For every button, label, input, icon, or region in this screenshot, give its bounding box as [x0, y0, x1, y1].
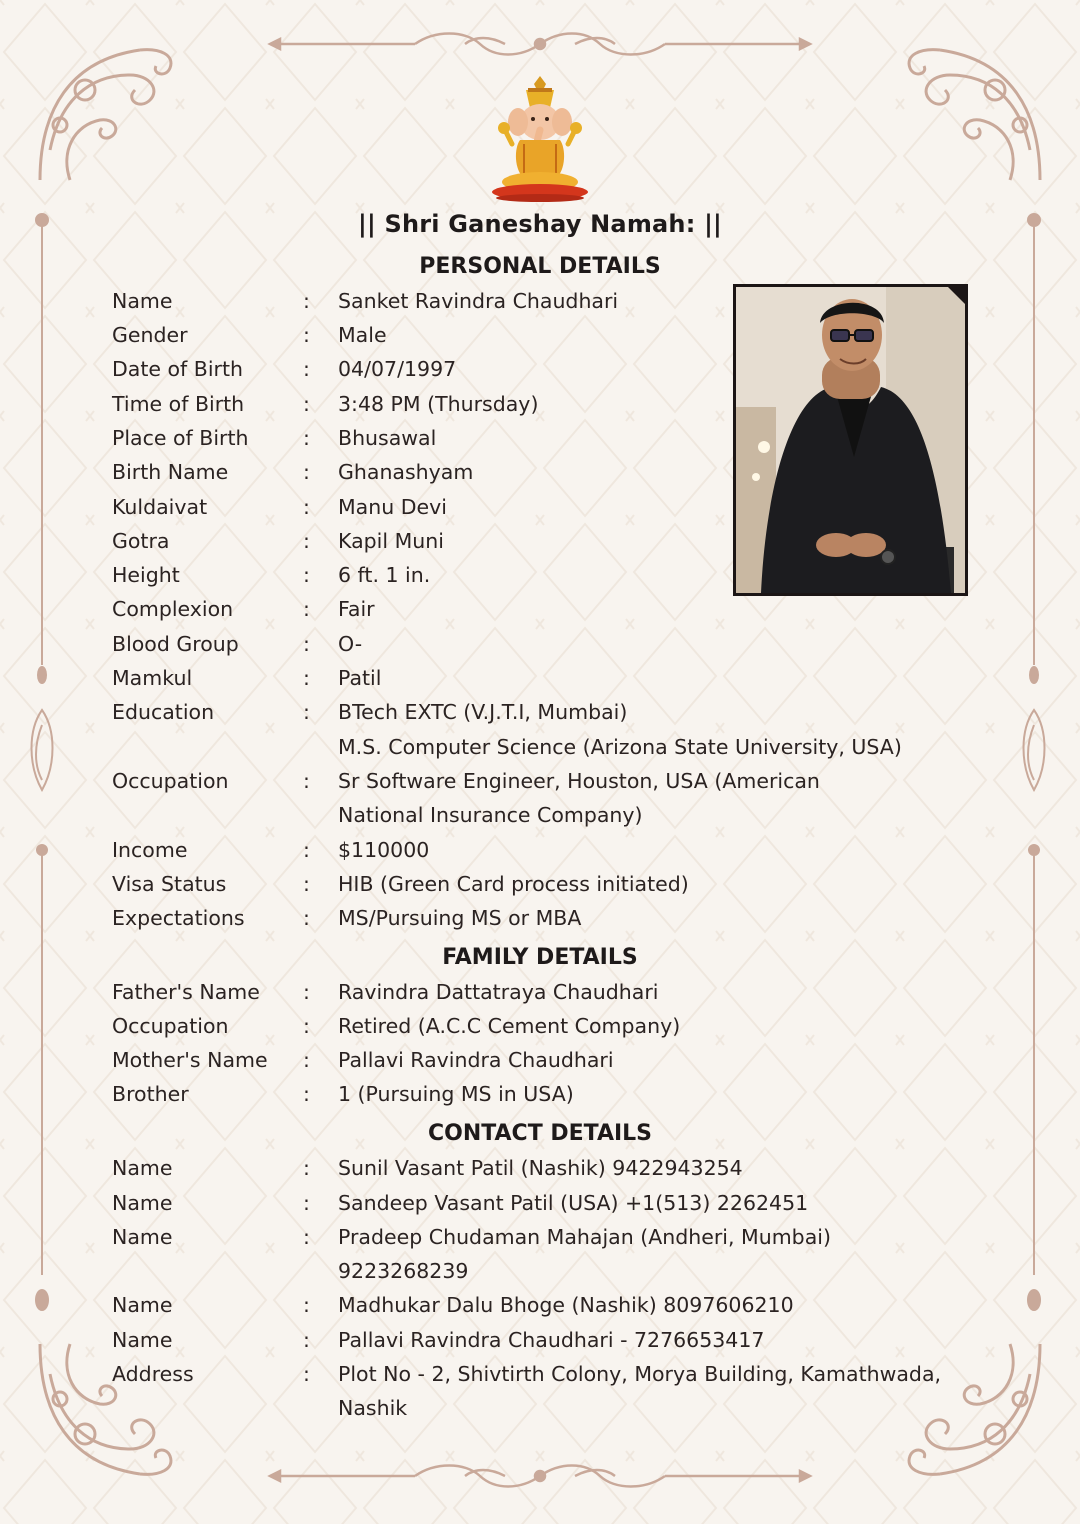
- field-value: Manu Devi: [338, 495, 447, 519]
- field-value: Pallavi Ravindra Chaudhari: [338, 1048, 614, 1072]
- separator-colon: :: [303, 1048, 310, 1072]
- field-label: Birth Name: [112, 460, 229, 484]
- field-label: Name: [112, 1293, 173, 1317]
- separator-colon: :: [303, 1082, 310, 1106]
- field-label: Name: [112, 1225, 173, 1249]
- field-value: 6 ft. 1 in.: [338, 563, 431, 587]
- field-value: Madhukar Dalu Bhoge (Nashik) 8097606210: [338, 1293, 794, 1317]
- field-value: National Insurance Company): [338, 803, 643, 827]
- field-label: Gender: [112, 323, 188, 347]
- field-label: Height: [112, 563, 180, 587]
- separator-colon: :: [303, 426, 310, 450]
- field-label: Mother's Name: [112, 1048, 268, 1072]
- separator-colon: :: [303, 529, 310, 553]
- field-value: Nashik: [338, 1396, 408, 1420]
- field-value: Fair: [338, 597, 375, 621]
- field-label: Visa Status: [112, 872, 227, 896]
- left-border: [28, 205, 62, 1315]
- field-label: Date of Birth: [112, 357, 244, 381]
- field-label: Occupation: [112, 1014, 229, 1038]
- separator-colon: :: [303, 357, 310, 381]
- separator-colon: :: [303, 980, 310, 1004]
- invocation-heading: || Shri Ganeshay Namah: ||: [357, 210, 723, 238]
- separator-colon: :: [303, 289, 310, 313]
- field-value: Sandeep Vasant Patil (USA) +1(513) 2262451: [338, 1191, 809, 1215]
- separator-colon: :: [303, 838, 310, 862]
- separator-colon: :: [303, 1014, 310, 1038]
- field-value: Ghanashyam: [338, 460, 474, 484]
- corner-ornament-top-left: [30, 30, 180, 190]
- field-value: Kapil Muni: [338, 529, 444, 553]
- field-label: Gotra: [112, 529, 170, 553]
- separator-colon: :: [303, 1293, 310, 1317]
- corner-ornament-top-right: [900, 30, 1050, 190]
- family-details-heading: FAMILY DETAILS: [442, 945, 638, 970]
- field-value: 04/07/1997: [338, 357, 457, 381]
- field-value: MS/Pursuing MS or MBA: [338, 906, 582, 930]
- field-label: Complexion: [112, 597, 234, 621]
- field-label: Mamkul: [112, 666, 193, 690]
- field-label: Education: [112, 700, 215, 724]
- field-label: Income: [112, 838, 188, 862]
- bottom-divider: [265, 1460, 815, 1492]
- separator-colon: :: [303, 872, 310, 896]
- field-value: Sr Software Engineer, Houston, USA (American: [338, 769, 820, 793]
- field-label: Expectations: [112, 906, 245, 930]
- separator-colon: :: [303, 495, 310, 519]
- separator-colon: :: [303, 906, 310, 930]
- separator-colon: :: [303, 1191, 310, 1215]
- field-value: 3:48 PM (Thursday): [338, 392, 539, 416]
- profile-photo-image: [736, 287, 965, 593]
- field-value: Ravindra Dattatraya Chaudhari: [338, 980, 659, 1004]
- field-label: Name: [112, 289, 173, 313]
- separator-colon: :: [303, 323, 310, 347]
- field-value: 1 (Pursuing MS in USA): [338, 1082, 574, 1106]
- field-label: Address: [112, 1362, 194, 1386]
- profile-photo: [733, 284, 968, 596]
- field-label: Place of Birth: [112, 426, 249, 450]
- field-label: Father's Name: [112, 980, 260, 1004]
- separator-colon: :: [303, 1156, 310, 1180]
- separator-colon: :: [303, 597, 310, 621]
- separator-colon: :: [303, 1362, 310, 1386]
- field-value: Bhusawal: [338, 426, 437, 450]
- separator-colon: :: [303, 563, 310, 587]
- field-value: BTech EXTC (V.J.T.I, Mumbai): [338, 700, 628, 724]
- field-value: Plot No - 2, Shivtirth Colony, Morya Building, Kamathwada,: [338, 1362, 942, 1386]
- field-value: Pallavi Ravindra Chaudhari - 7276653417: [338, 1328, 765, 1352]
- field-value: Sanket Ravindra Chaudhari: [338, 289, 619, 313]
- field-value: 9223268239: [338, 1259, 469, 1283]
- field-value: M.S. Computer Science (Arizona State University, USA): [338, 735, 902, 759]
- field-value: Retired (A.C.C Cement Company): [338, 1014, 681, 1038]
- separator-colon: :: [303, 1225, 310, 1249]
- top-divider: [265, 28, 815, 60]
- field-value: O-: [338, 632, 363, 656]
- field-value: HIB (Green Card process initiated): [338, 872, 689, 896]
- field-label: Occupation: [112, 769, 229, 793]
- field-label: Name: [112, 1328, 173, 1352]
- field-label: Name: [112, 1191, 173, 1215]
- right-border: [1018, 205, 1052, 1315]
- field-label: Blood Group: [112, 632, 239, 656]
- separator-colon: :: [303, 700, 310, 724]
- field-value: Sunil Vasant Patil (Nashik) 9422943254: [338, 1156, 743, 1180]
- separator-colon: :: [303, 460, 310, 484]
- personal-details-heading: PERSONAL DETAILS: [419, 254, 661, 279]
- separator-colon: :: [303, 392, 310, 416]
- field-value: Patil: [338, 666, 382, 690]
- field-value: $110000: [338, 838, 430, 862]
- field-label: Brother: [112, 1082, 189, 1106]
- field-label: Time of Birth: [112, 392, 245, 416]
- separator-colon: :: [303, 666, 310, 690]
- field-value: Male: [338, 323, 387, 347]
- field-label: Name: [112, 1156, 173, 1180]
- separator-colon: :: [303, 632, 310, 656]
- field-value: Pradeep Chudaman Mahajan (Andheri, Mumbai): [338, 1225, 831, 1249]
- separator-colon: :: [303, 1328, 310, 1352]
- contact-details-heading: CONTACT DETAILS: [427, 1121, 653, 1146]
- ganesha-idol-image: [484, 74, 596, 202]
- separator-colon: :: [303, 769, 310, 793]
- field-label: Kuldaivat: [112, 495, 208, 519]
